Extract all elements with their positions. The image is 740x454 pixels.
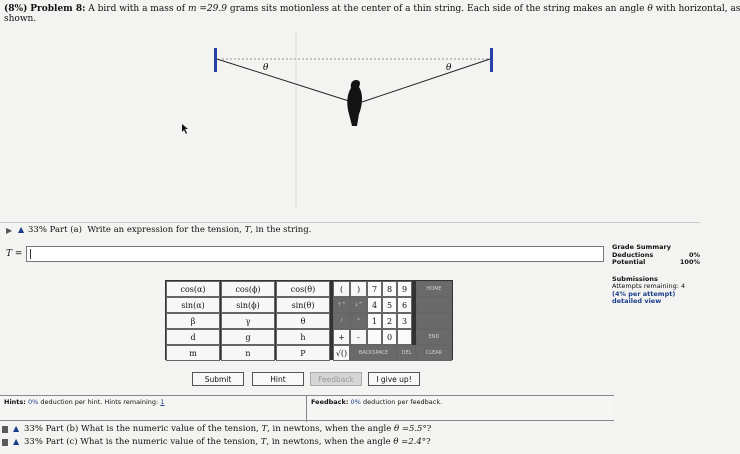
part-c-angle: θ [393,437,399,447]
hints-remaining: 1 [160,398,165,406]
mouse-cursor-icon [182,124,188,134]
math-keypad [165,280,453,360]
problem-weight: (8%) [4,4,28,14]
key-operator[interactable]: - [350,329,367,345]
hints-feedback-bar [0,395,614,421]
warning-icon: ▲ [13,424,20,433]
key-function[interactable]: sin(ϕ) [221,297,275,313]
part-c-tension-symbol: T [260,437,267,447]
bird-on-string-figure [0,20,700,220]
hints-label: Hints: [4,398,26,406]
key-function[interactable]: θ [276,313,330,329]
text-cursor [30,249,31,259]
part-c-text: What is the numeric value of the tension, [80,437,259,447]
key-function[interactable]: g [221,329,275,345]
submit-button[interactable]: Submit [192,372,244,386]
collapse-square-icon[interactable] [2,426,8,433]
grade-summary-title: Grade Summary [612,243,671,251]
answer-label: T = [6,249,23,259]
key-operator[interactable]: * [350,313,367,329]
string-left [217,59,352,102]
collapse-square-icon[interactable] [2,439,8,446]
part-c-value: =2.4 [401,437,422,447]
part-b-text: What is the numeric value of the tension, [80,424,259,434]
part-c-percent: 33% [24,437,43,447]
key-number[interactable]: 2 [382,313,397,329]
key-operator[interactable]: + [333,329,350,345]
part-b-angle: θ [394,424,400,434]
key-number[interactable]: 7 [367,281,382,297]
warning-icon: ▲ [18,225,25,234]
feedback-button[interactable]: Feedback [310,372,362,386]
key-number[interactable]: 9 [397,281,412,297]
key-number[interactable]: 6 [397,297,412,313]
part-c-label: Part (c) [45,437,78,447]
part-a-prompt: Write an expression for the tension, [87,225,242,235]
key-function[interactable]: n [221,345,275,361]
angle-symbol: θ [647,4,653,14]
key-function[interactable]: m [166,345,220,361]
key-function[interactable]: sin(θ) [276,297,330,313]
left-angle-label: θ [263,63,269,73]
key-number[interactable]: 5 [382,297,397,313]
problem-text-1: A bird with a mass of [88,4,186,14]
problem-text-3: with horizontal, as [655,4,740,14]
key-function[interactable]: cos(ϕ) [221,281,275,297]
part-a-prompt-end: , in the string. [250,225,312,235]
give-up-button[interactable]: I give up! [368,372,420,386]
feedback-text: deduction per feedback. [362,398,443,406]
key-number[interactable] [397,329,412,345]
right-angle-label: θ [446,63,452,73]
problem-statement [4,3,740,15]
deductions-value: 0% [688,250,700,259]
part-b-end: °? [422,424,432,434]
key-number[interactable]: 8 [382,281,397,297]
key-number[interactable]: 0 [382,329,397,345]
grade-summary [612,244,700,306]
part-b-tension-symbol: T [261,424,268,434]
potential-value: 100% [679,258,700,266]
key-nav[interactable]: END [416,329,452,345]
part-a-header[interactable] [0,222,700,236]
attempts-remaining: Attempts remaining: 4 [612,282,686,290]
part-b-label: Part (b) [45,424,79,434]
key-function[interactable]: d [166,329,220,345]
key-number[interactable]: 1 [367,313,382,329]
detailed-view-link[interactable]: detailed view [612,297,662,305]
key-number[interactable]: 4 [367,297,382,313]
backspace-key[interactable]: BACKSPACE [350,345,397,361]
key-operator[interactable]: ( [333,281,350,297]
part-b-percent: 33% [24,424,43,434]
hints-text: deduction per hint. Hints remaining: [40,398,159,406]
key-function[interactable]: P [276,345,330,361]
per-attempt: (4% per attempt) [612,289,676,298]
mass-value: =29.9 [199,4,227,14]
key-nav[interactable] [416,297,452,313]
deductions-label: Deductions [612,250,654,259]
key-operator[interactable]: ↓^ [350,297,367,313]
part-c-text-mid: , in newtons, when the angle [266,437,391,447]
key-operator[interactable]: / [333,313,350,329]
hints-info [4,398,164,406]
part-b-header[interactable] [0,424,700,436]
hints-percent: 0% [27,398,39,406]
key-function[interactable]: cos(θ) [276,281,330,297]
feedback-label: Feedback: [311,398,349,406]
submissions-title: Submissions [612,274,658,283]
part-b-value: =5.5 [401,424,423,434]
key-operator[interactable]: ↑^ [333,297,350,313]
key-function[interactable]: sin(α) [166,297,220,313]
potential-label: Potential [612,258,646,266]
left-support [214,48,217,72]
feedback-info [311,398,442,406]
feedback-percent: 0% [350,398,361,406]
key-function[interactable]: h [276,329,330,345]
key-function[interactable]: cos(α) [166,281,220,297]
part-a-label: Part (a) [49,225,82,235]
key-nav[interactable] [416,313,452,329]
problem-text-2: grams sits motionless at the center of a thin string. Each side of the string makes an angle [229,4,645,14]
string-right [362,59,490,102]
right-support [490,48,493,72]
part-c-header[interactable] [0,437,700,449]
problem-label: Problem 8: [30,4,86,14]
tension-symbol: T [244,225,251,235]
part-c-end: °? [421,437,431,447]
del-key[interactable]: DEL [397,345,416,361]
hint-button[interactable]: Hint [252,372,304,386]
key-operator[interactable]: ) [350,281,367,297]
mass-symbol: m [187,4,197,14]
bird-icon [347,80,362,126]
part-b-text-mid: , in newtons, when the angle [267,424,392,434]
key-function[interactable]: γ [221,313,275,329]
answer-input[interactable] [26,246,604,262]
key-number[interactable] [367,329,382,345]
expand-arrow-icon[interactable]: ▶ [6,226,13,235]
key-function[interactable]: β [166,313,220,329]
key-operator[interactable]: √() [333,345,350,361]
part-a-percent: 33% [28,225,47,235]
key-number[interactable]: 3 [397,313,412,329]
warning-icon: ▲ [13,437,20,446]
key-nav[interactable]: HOME [416,281,452,297]
key-nav[interactable]: CLEAR [416,345,452,361]
problem-statement-line2: shown. [4,14,37,24]
